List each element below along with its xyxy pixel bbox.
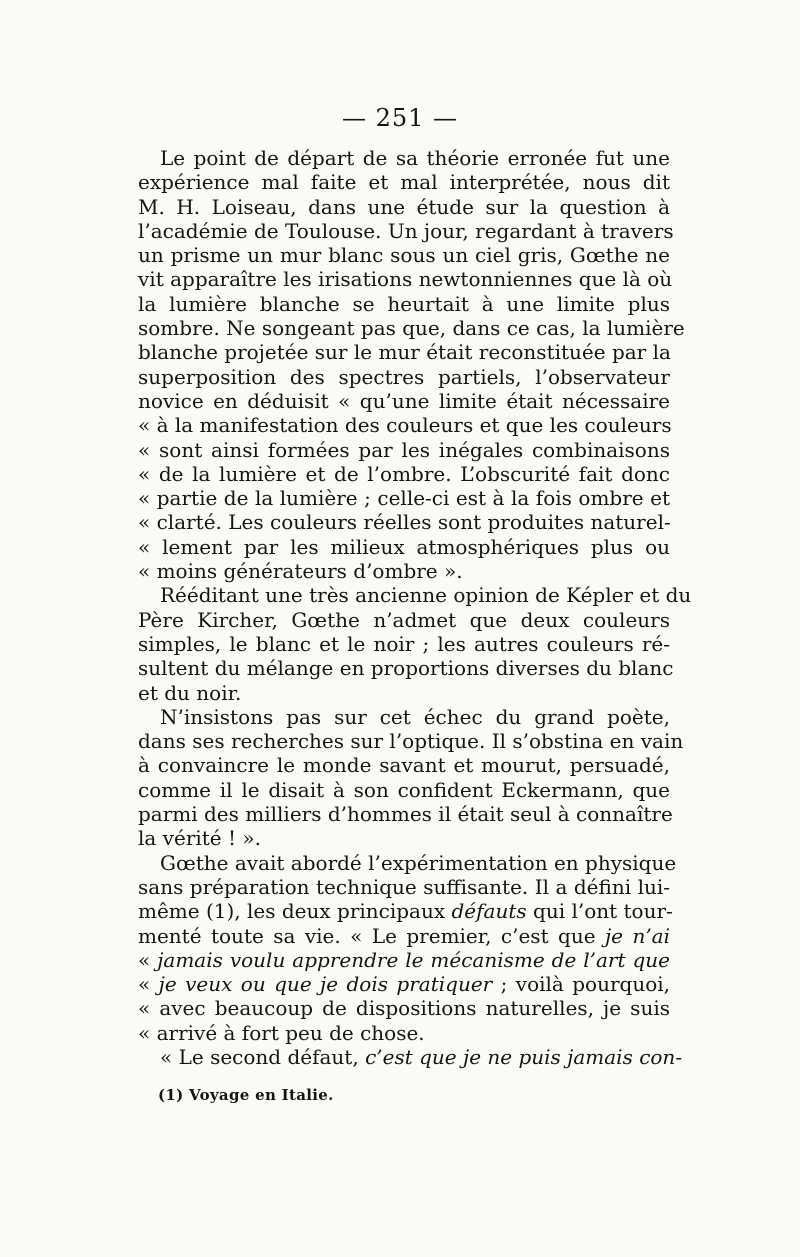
text-line: « moins générateurs d’ombre ». <box>138 559 463 584</box>
text-line: la vérité ! ». <box>138 826 261 851</box>
page-number: — 251 — <box>341 104 459 132</box>
text-line: comme il le disait à son confident Eckermann, que <box>138 777 670 802</box>
text-line: parmi des milliers d’hommes il était seul à connaître <box>138 802 673 827</box>
text-line: et du noir. <box>138 680 242 705</box>
text-line: Gœthe avait abordé l’expérimentation en physique <box>160 850 677 875</box>
text-line: l’académie de Toulouse. Un jour, regardant à travers <box>138 218 674 243</box>
text-line: sans préparation technique suffisante. Il a défini lui- <box>138 874 670 899</box>
italic-segment: je veux ou que je dois pratiquer <box>158 972 493 997</box>
italic-segment: je n’ai <box>604 923 671 948</box>
text-line: expérience mal faite et mal interprétée, nous dit <box>138 170 670 195</box>
text-line: « jamais voulu apprendre le mécanisme de l’art que <box>138 947 670 972</box>
text-line: « Le second défaut, c’est que je ne puis jamais con- <box>160 1044 683 1069</box>
text-line: blanche projetée sur le mur était reconstituée par la <box>138 340 671 365</box>
text-line: un prisme un mur blanc sous un ciel gris, Gœthe ne <box>138 243 670 268</box>
text-line: « clarté. Les couleurs réelles sont produites naturel- <box>138 510 671 535</box>
text-line: dans ses recherches sur l’optique. Il s’obstina en vain <box>138 729 684 754</box>
text-line: « je veux ou que je dois pratiquer ; voilà pourquoi, <box>138 972 670 997</box>
text-line: sombre. Ne songeant pas que, dans ce cas, la lumière <box>138 316 685 341</box>
text-line: M. H. Loiseau, dans une étude sur la question à <box>138 194 670 219</box>
text-line: vit apparaître les irisations newtonniennes que là où <box>138 267 673 292</box>
italic-segment: jamais voulu apprendre le mécanisme de l’art que <box>157 947 670 972</box>
text-line: Le point de départ de sa théorie erronée fut une <box>160 146 670 170</box>
text-line: « à la manifestation des couleurs et que les couleurs <box>138 413 672 438</box>
text-line: N’insistons pas sur cet échec du grand poète, <box>160 704 670 729</box>
text-line: « avec beaucoup de dispositions naturelles, je suis <box>138 996 670 1021</box>
text-line: « sont ainsi formées par les inégales combinaisons <box>138 437 670 462</box>
italic-segment: c’est que je ne puis jamais con- <box>365 1044 683 1069</box>
text-line: superposition des spectres partiels, l’observateur <box>138 364 670 389</box>
text-line: « lement par les milieux atmosphériques plus ou <box>138 534 670 559</box>
text-line: « arrivé à fort peu de chose. <box>138 1020 425 1045</box>
italic-segment: défauts <box>451 899 527 924</box>
text-line: Père Kircher, Gœthe n’admet que deux couleurs <box>138 607 670 632</box>
text-line: la lumière blanche se heurtait à une limite plus <box>138 291 670 316</box>
text-line: « de la lumière et de l’ombre. L’obscurité fait donc <box>138 461 670 486</box>
body-text <box>138 146 692 1069</box>
text-line: à convaincre le monde savant et mourut, persuadé, <box>138 753 670 778</box>
text-line: Rééditant une très ancienne opinion de Képler et du <box>160 583 692 608</box>
text-line: menté toute sa vie. « Le premier, c’est que je n’ai <box>138 923 671 948</box>
footnote: (1) Voyage en Italie. <box>158 1086 334 1104</box>
text-line: même (1), les deux principaux défauts qui l’ont tour- <box>138 899 673 924</box>
text-line: simples, le blanc et le noir ; les autres couleurs ré- <box>138 631 670 656</box>
text-line: sultent du mélange en proportions diverses du blanc <box>138 656 674 681</box>
text-line: « partie de la lumière ; celle-ci est à la fois ombre et <box>138 486 670 511</box>
text-line: novice en déduisit « qu’une limite était nécessaire <box>138 388 670 413</box>
